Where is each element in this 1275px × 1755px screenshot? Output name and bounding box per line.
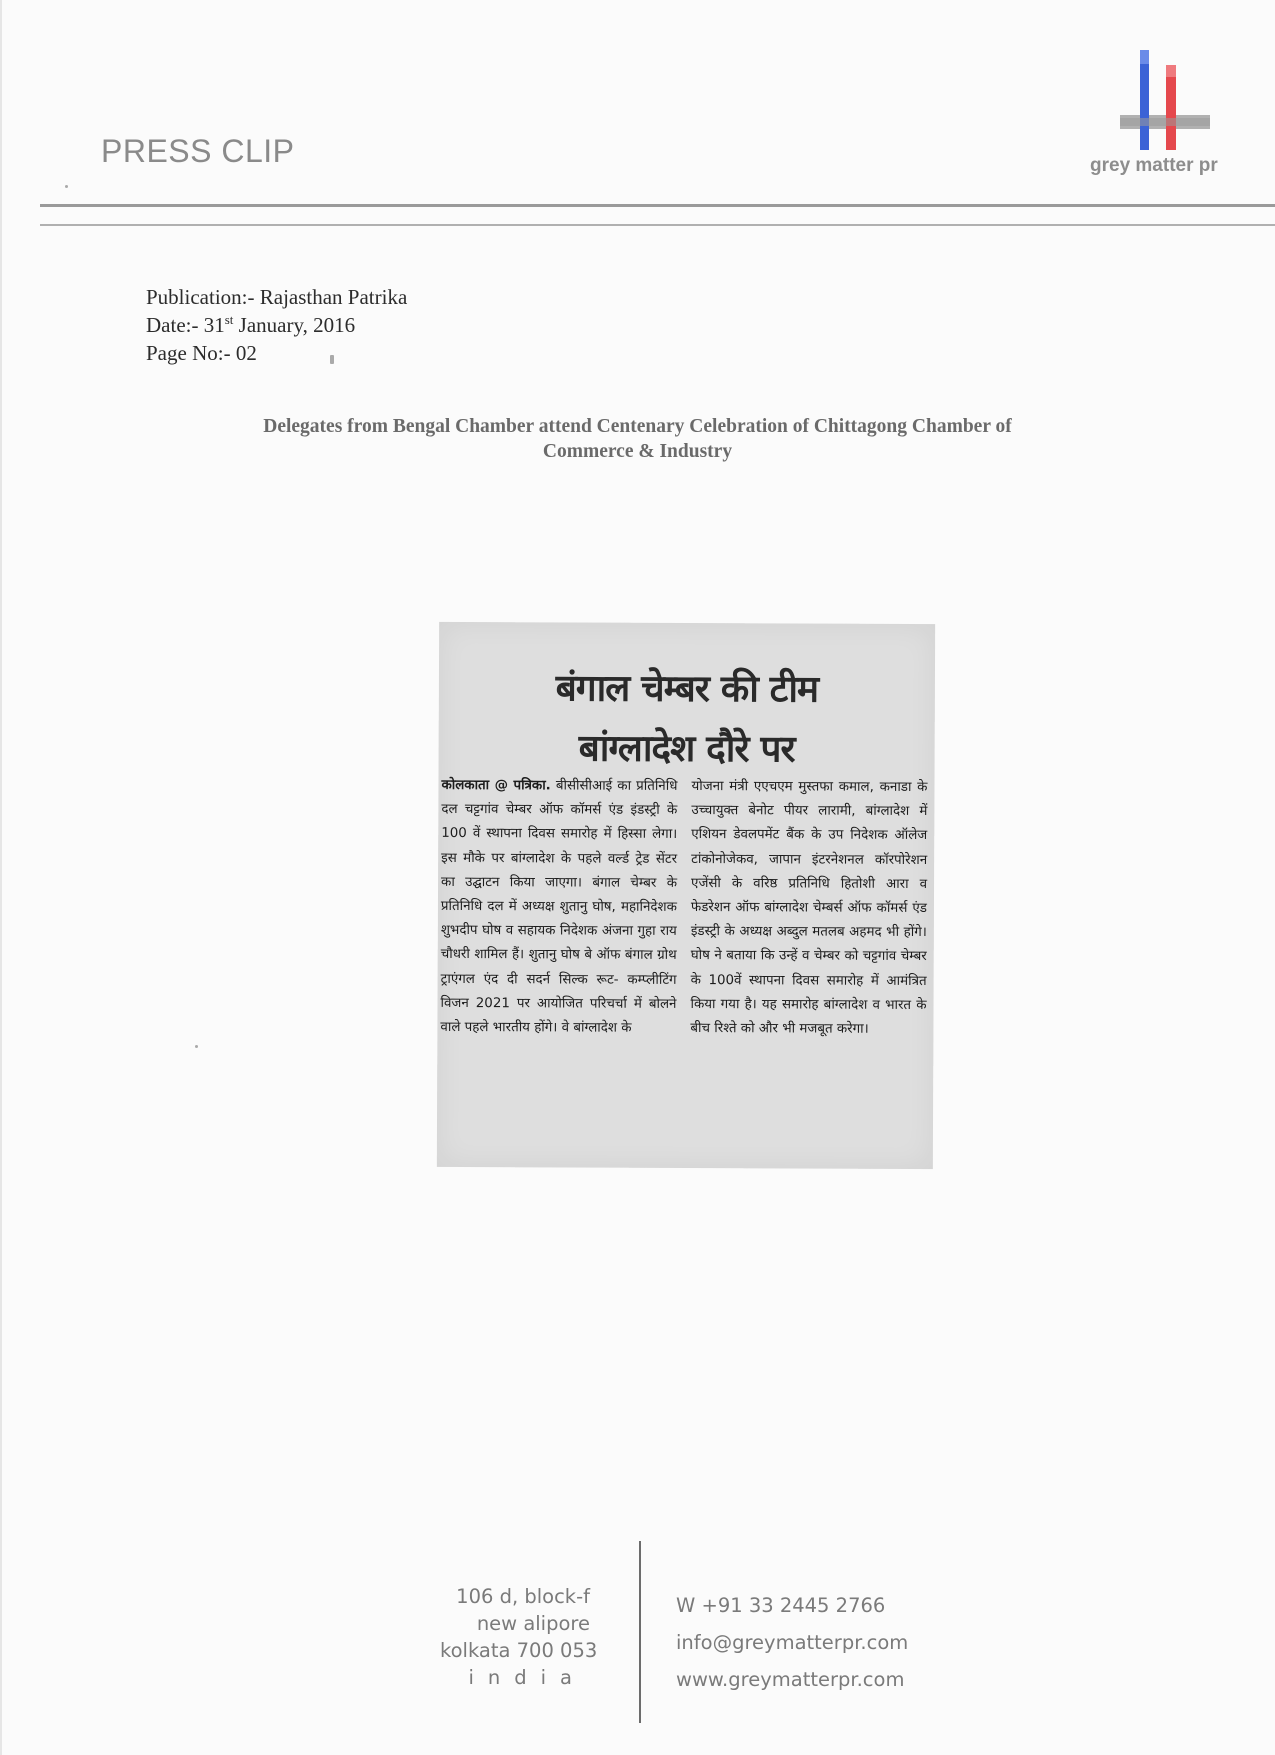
contact-website[interactable]: www.greymatterpr.com [676,1668,905,1691]
logo-name: grey matter pr [1090,155,1218,176]
headline-line-1: Delegates from Bengal Chamber attend Centenary Celebration of Chittagong Chamber of [263,416,1012,437]
newspaper-clipping [437,622,935,1169]
scan-speck [330,355,334,364]
clipping-body-right: योजना मंत्री एएचएम मुस्तफा कमाल, कनाडा के उच्चायुक्त बेनोट पीयर लारामी, बांग्लादेश में एशियन डेवलपमेंट बैंक के उप निदेशक ऑलेज टांकोनोजेकव, जापान इंटरनेशनल कॉरपोरेशन एजेंसी के वरिष्ठ प्रतिनिधि हितोशी आरा व फेडरेशन ऑफ बांग्लादेश चेम्बर्स ऑफ कॉमर्स एंड इंडस्ट्री के अध्यक्ष अब्दुल मतलब अहमद भी होंगे। घोष ने बताया कि उन्हें व चेम्बर को चट्टगांव चेम्बर के 100वें स्थापना दिवस समारोह में आमंत्रित किया गया है। यह समारोह बांग्लादेश व भारत के बीच रिश्ते को और भी मजबूत करेगा। [690,779,928,1037]
headline-line-2: Commerce & Industry [542,441,733,462]
publication-line [146,283,407,311]
clipping-column-left [440,774,677,1041]
clipping-body-left: बीसीसीआई का प्रतिनिधि दल चट्टगांव चेम्बर ऑफ कॉमर्स एंड इंडस्ट्री के 100 वें स्थापना दिवस समारोह में हिस्सा लेगा। इस मौके पर बांग्लादेश के पहले वर्ल्ड ट्रेड सेंटर का उद्घाटन किया जाएगा। बंगाल चेम्बर के प्रतिनिधि दल में अध्यक्ष शुतानु घोष, महानिदेशक शुभदीप घोष व सहायक निदेशक अंजना गुहा राय चौधरी शामिल हैं। शुतानु घोष बे ऑफ बंगाल ग्रोथ ट्राएंगल एंद दी सदर्न सिल्क रूट- कम्प्लीटिंग विजन 2021 पर आयोजित परिचर्चा में बोलने वाले पहले भारतीय होंगे। वे बांग्लादेश के [440,778,678,1036]
scan-speck [65,185,68,188]
clipping-title-line-1: बंगाल चेम्बर की टीम [555,666,819,711]
publication-meta [146,283,407,367]
footer-divider [639,1541,641,1723]
footer-contact [676,1587,908,1698]
date-rest: January, 2016 [238,313,356,337]
clipping-dateline: कोलकाता @ पत्रिका. [441,777,551,794]
address-line-1: 106 d, block-f [456,1585,590,1608]
header-rule [40,204,1275,207]
date-label: Date:- [146,313,199,337]
clipping-title-line-2: बांग्लादेश दौरे पर [578,726,795,771]
contact-phone: W +91 33 2445 2766 [676,1594,886,1617]
date-line [146,311,407,339]
date-suffix: st [224,312,234,327]
bar-chart-logo-icon [1110,45,1220,160]
address-line-2: new alipore [476,1612,590,1635]
publication-label: Publication:- [146,285,255,309]
clipping-column-right [690,775,927,1042]
scan-speck [195,1045,198,1048]
page-value: 02 [235,341,257,365]
clipping-title [439,658,936,780]
page-label: Page No:- [146,341,231,365]
page-line [146,339,407,367]
article-headline [160,414,1115,464]
header-rule-thin [40,224,1275,226]
footer-address [440,1583,598,1691]
publication-value: Rajasthan Patrika [259,285,408,309]
contact-email[interactable]: info@greymatterpr.com [676,1631,909,1654]
press-clip-label: PRESS CLIP [101,133,295,169]
date-day: 31 [203,313,225,337]
address-line-4: india [468,1666,586,1689]
address-line-3: kolkata 700 053 [440,1639,598,1662]
